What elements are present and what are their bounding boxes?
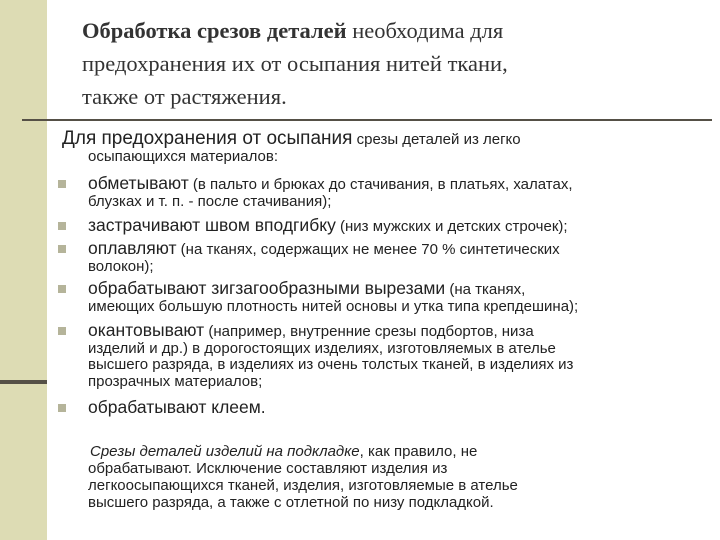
list-item-rest: (на тканях, содержащих не менее 70 % синтетических (176, 241, 560, 258)
list-item-lead: обрабатывают клеем. (88, 397, 266, 417)
list-item-continuation: имеющих большую плотность нитей основы и утка типа крепдешина); (88, 297, 579, 315)
list-item-lead: оплавляют (88, 238, 177, 258)
bullet-icon (58, 222, 66, 230)
title-divider (22, 119, 712, 121)
list-item-text (88, 322, 712, 390)
list-item-rest: (на тканях, (445, 281, 526, 298)
title-line-1 (82, 14, 702, 47)
list-item-rest: (например, внутренние срезы подбортов, низа (204, 323, 534, 340)
closing-line-3: легкоосыпающихся тканей, изделия, изготовляемые в ателье (88, 477, 518, 494)
list-item-lead: обрабатывают зигзагообразными вырезами (88, 278, 446, 298)
bullet-icon (58, 245, 66, 253)
list-item-text (88, 240, 712, 275)
list-item-lead: окантовывают (88, 320, 205, 340)
bullet-icon (58, 285, 66, 293)
list-item-rest: (в пальто и брюках до стачивания, в платьях, халатах, (188, 176, 573, 193)
title-line-3: также от растяжения. (82, 84, 287, 109)
list-item-text (88, 217, 712, 236)
decorative-sidebar (0, 0, 47, 540)
bullet-icon (58, 404, 66, 412)
title-line-2: предохранения их от осыпания нитей ткани, (82, 51, 508, 76)
closing-italic-phrase: Срезы деталей изделий на подкладке (90, 443, 360, 460)
list-item-continuation: высшего разряда, в изделиях из очень толстых тканей, в изделиях из (88, 356, 574, 373)
closing-line-4: высшего разряда, а также с отлетной по низу подкладкой. (88, 494, 494, 511)
closing-line-1-rest: , как правило, не (359, 443, 478, 460)
slide-title (82, 14, 702, 113)
title-bold-phrase: Обработка срезов деталей (82, 18, 347, 43)
intro-paragraph (62, 130, 712, 165)
list-item-rest: (низ мужских и детских строчек); (335, 218, 568, 235)
list-item-lead: застрачивают швом вподгибку (88, 215, 336, 235)
list-item-lead: обметывают (88, 173, 189, 193)
list-item-continuation: изделий и др.) в дорогостоящих изделиях, изготовляемых в ателье (88, 339, 556, 357)
intro-continuation: осыпающихся материалов: (88, 148, 279, 165)
list-item-continuation: волокон); (88, 257, 154, 275)
bullet-icon (58, 180, 66, 188)
list-item-text (88, 280, 712, 315)
title-line-1-rest: необходима для (346, 18, 504, 43)
intro-rest: срезы деталей из легко (352, 131, 521, 148)
closing-line-1 (88, 443, 688, 460)
list-item-text (88, 175, 712, 210)
list-item-continuation: прозрачных материалов; (88, 372, 263, 390)
list-item-text (88, 399, 712, 418)
closing-line-2: обрабатывают. Исключение составляют изделия из (88, 460, 448, 477)
closing-paragraph (88, 443, 688, 511)
sidebar-accent-bar (0, 380, 47, 384)
intro-lead: Для предохранения от осыпания (62, 128, 353, 149)
list-item-continuation: блузках и т. п. - после стачивания); (88, 192, 332, 210)
bullet-icon (58, 327, 66, 335)
